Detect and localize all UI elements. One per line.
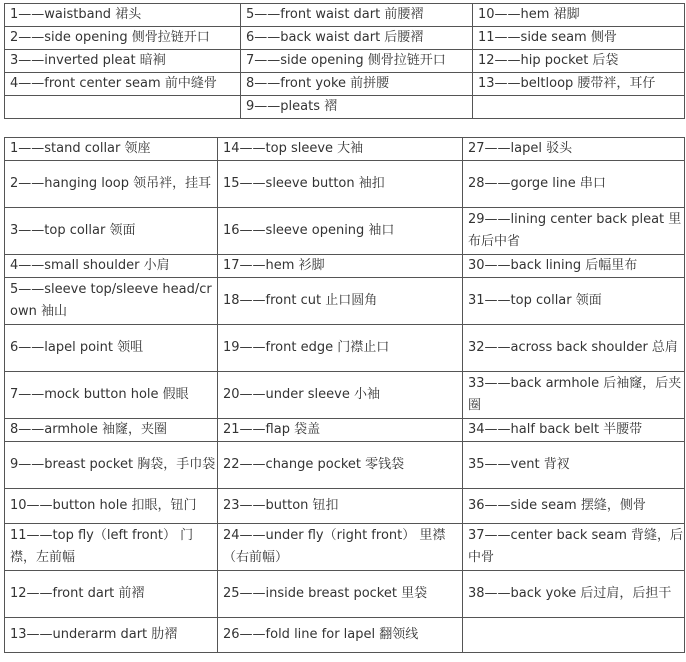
table-cell: 22——change pocket 零钱袋	[218, 442, 463, 489]
table-cell: 1——stand collar 领座	[5, 138, 218, 161]
table-cell: 14——top sleeve 大袖	[218, 138, 463, 161]
table-cell: 1——waistband 裙头	[5, 4, 241, 27]
table-cell: 11——side seam 侧骨	[473, 27, 685, 50]
table-cell: 13——beltloop 腰带袢，耳仔	[473, 73, 685, 96]
jacket-parts-row	[5, 278, 685, 325]
table-cell	[463, 618, 685, 653]
table-cell: 8——front yoke 前拼腰	[241, 73, 473, 96]
table-cell: 4——small shoulder 小肩	[5, 255, 218, 278]
table-cell: 28——gorge line 串口	[463, 161, 685, 208]
jacket-parts-row	[5, 618, 685, 653]
table-cell: 30——back lining 后幅里布	[463, 255, 685, 278]
table-cell: 31——top collar 领面	[463, 278, 685, 325]
skirt-parts-table	[4, 3, 685, 119]
table-cell: 17——hem 衫脚	[218, 255, 463, 278]
table-cell: 16——sleeve opening 袖口	[218, 208, 463, 255]
skirt-parts-row	[5, 50, 685, 73]
table-cell: 6——lapel point 领咀	[5, 325, 218, 372]
table-cell: 8——armhole 袖窿，夹圈	[5, 419, 218, 442]
table-cell: 15——sleeve button 袖扣	[218, 161, 463, 208]
jacket-parts-row	[5, 372, 685, 419]
table-cell: 33——back armhole 后袖窿，后夹圈	[463, 372, 685, 419]
table-cell: 7——side opening 侧骨拉链开口	[241, 50, 473, 73]
table-cell	[473, 96, 685, 119]
jacket-parts-row	[5, 442, 685, 489]
skirt-parts-row	[5, 96, 685, 119]
table-cell: 4——front center seam 前中缝骨	[5, 73, 241, 96]
jacket-parts-row	[5, 161, 685, 208]
table-cell: 5——front waist dart 前腰褶	[241, 4, 473, 27]
table-cell: 2——side opening 侧骨拉链开口	[5, 27, 241, 50]
table-cell: 38——back yoke 后过肩，后担干	[463, 571, 685, 618]
skirt-parts-row	[5, 73, 685, 96]
table-cell: 10——button hole 扣眼，钮门	[5, 489, 218, 524]
jacket-parts-row	[5, 255, 685, 278]
table-cell: 36——side seam 摆缝，侧骨	[463, 489, 685, 524]
jacket-parts-row	[5, 138, 685, 161]
jacket-parts-row	[5, 419, 685, 442]
table-cell	[5, 96, 241, 119]
table-cell: 3——inverted pleat 暗裥	[5, 50, 241, 73]
table-cell: 27——lapel 驳头	[463, 138, 685, 161]
table-cell: 24——under fly（right front） 里襟（右前幅）	[218, 524, 463, 571]
table-cell: 11——top fly（left front） 门襟，左前幅	[5, 524, 218, 571]
jacket-parts-row	[5, 489, 685, 524]
table-cell: 26——fold line for lapel 翻领线	[218, 618, 463, 653]
skirt-parts-row	[5, 27, 685, 50]
table-cell: 13——underarm dart 肋褶	[5, 618, 218, 653]
table-cell: 12——hip pocket 后袋	[473, 50, 685, 73]
table-cell: 19——front edge 门襟止口	[218, 325, 463, 372]
table-cell: 9——pleats 褶	[241, 96, 473, 119]
table-cell: 25——inside breast pocket 里袋	[218, 571, 463, 618]
jacket-parts-table	[4, 137, 685, 653]
table-cell: 32——across back shoulder 总肩	[463, 325, 685, 372]
table-cell: 3——top collar 领面	[5, 208, 218, 255]
table-cell: 29——lining center back pleat 里布后中省	[463, 208, 685, 255]
jacket-parts-row	[5, 571, 685, 618]
table-cell: 9——breast pocket 胸袋，手巾袋	[5, 442, 218, 489]
table-cell: 20——under sleeve 小袖	[218, 372, 463, 419]
table-cell: 12——front dart 前褶	[5, 571, 218, 618]
jacket-parts-row	[5, 325, 685, 372]
table-cell: 34——half back belt 半腰带	[463, 419, 685, 442]
table-cell: 2——hanging loop 领吊袢，挂耳	[5, 161, 218, 208]
table-cell: 21——flap 袋盖	[218, 419, 463, 442]
jacket-parts-row	[5, 208, 685, 255]
table-cell: 10——hem 裙脚	[473, 4, 685, 27]
table-cell: 6——back waist dart 后腰褶	[241, 27, 473, 50]
jacket-parts-row	[5, 524, 685, 571]
table-cell: 18——front cut 止口圆角	[218, 278, 463, 325]
table-cell: 5——sleeve top/sleeve head/crown 袖山	[5, 278, 218, 325]
table-cell: 37——center back seam 背缝，后中骨	[463, 524, 685, 571]
table-cell: 7——mock button hole 假眼	[5, 372, 218, 419]
table-cell: 23——button 钮扣	[218, 489, 463, 524]
skirt-parts-row	[5, 4, 685, 27]
table-cell: 35——vent 背衩	[463, 442, 685, 489]
